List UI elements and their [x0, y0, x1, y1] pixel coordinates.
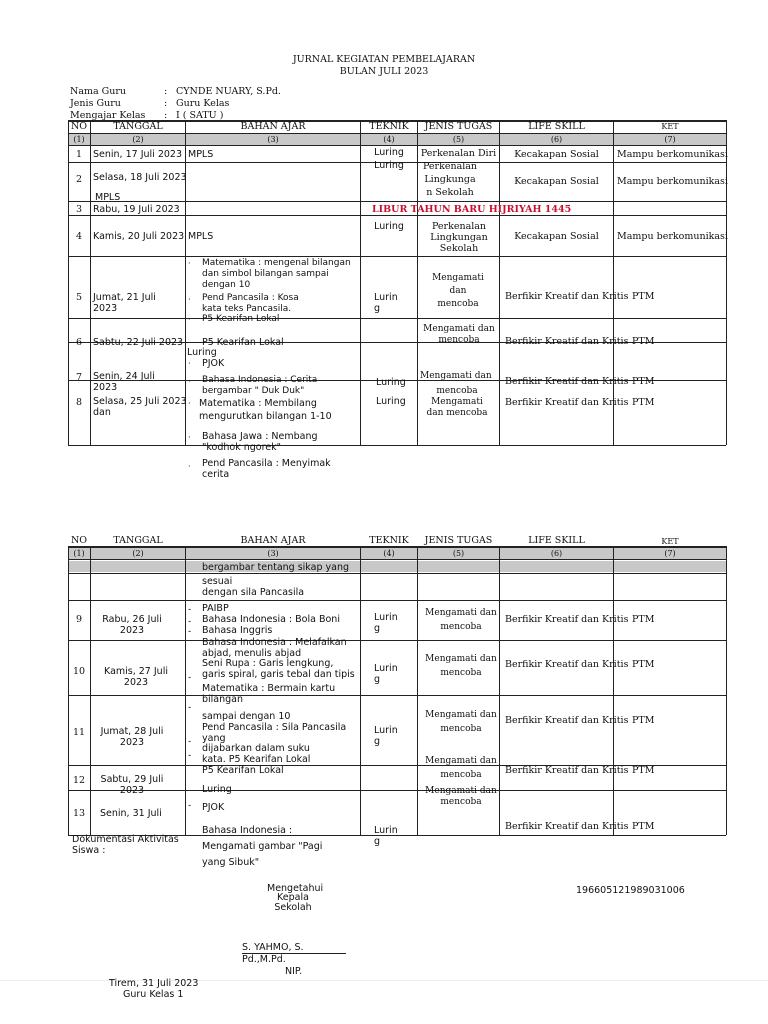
row-bahan-item: Matematika : Membilang mengurutkan bilangan 1-10 — [199, 398, 332, 422]
col-num: (2) — [132, 549, 144, 558]
col-header-life-skill: LIFE SKILL — [528, 535, 585, 546]
row-ket: PTM — [632, 397, 655, 408]
bullet-dot: · — [188, 377, 191, 386]
row-bahan-item: Mengamati gambar "Pagi — [202, 841, 323, 852]
row-date: Rabu, 19 Juli 2023 — [93, 204, 180, 215]
nip-number: 196605121989031006 — [576, 885, 685, 896]
col-header-no: NO — [70, 121, 88, 132]
headmaster-degree: Pd.,M.Pd. — [242, 954, 286, 965]
doc-title: JURNAL KEGIATAN PEMBELAJARAN — [292, 54, 476, 65]
row-no: 3 — [75, 204, 83, 215]
row-teknik: Lurin g — [374, 725, 398, 747]
row-ket: PTM — [632, 614, 655, 625]
row-tugas: Perkenalan Lingkunga n Sekolah — [422, 161, 478, 198]
row-no: 7 — [75, 372, 83, 383]
meta-label-jenis: Jenis Guru — [70, 98, 121, 109]
row-ket: Mampu berkomunikasi — [617, 176, 728, 187]
continued-row-bar — [68, 561, 726, 572]
row-tugas: Perkenalan Diri — [420, 148, 497, 159]
col-num: (3) — [267, 549, 279, 558]
row-bahan: MPLS — [188, 231, 214, 242]
col-num: (7) — [664, 135, 676, 144]
row-no: 2 — [75, 174, 83, 185]
col-num: (5) — [452, 549, 465, 558]
col-header-no: NO — [70, 535, 88, 546]
col-num: (4) — [383, 549, 395, 558]
col-num: (3) — [267, 135, 279, 144]
meta-value-nama: CYNDE NUARY, S.Pd. — [176, 86, 281, 97]
row-teknik: Luring — [374, 160, 404, 171]
holiday-note: LIBUR TAHUN BARU HIJRIYAH 1445 — [372, 204, 572, 215]
row-bahan-item: Luring — [202, 784, 232, 795]
col-header-tanggal: TANGGAL — [113, 121, 163, 132]
row-ket: Mampu berkomunikasi — [617, 149, 728, 160]
dokumentasi-label: Dokumentasi Aktivitas Siswa : — [72, 834, 179, 856]
row-date: Rabu, 26 Juli 2023 — [102, 614, 162, 636]
row-skill: Berfikir Kreatif dan Kritis — [505, 715, 629, 726]
col-num: (6) — [550, 135, 563, 144]
row-ket: PTM — [632, 659, 655, 670]
row-bahan-item: PJOK — [202, 358, 225, 369]
row-tugas: Mengamati dan — [420, 371, 492, 381]
bullet-dash: - — [188, 800, 192, 811]
bullet-dot: · — [188, 433, 191, 442]
row-bahan-item: Bahasa Indonesia : Cerita bergambar " Duk Duk" — [202, 375, 318, 396]
row-teknik: Luring — [374, 221, 404, 232]
row-bahan-item: Bahasa Inggris — [202, 625, 273, 636]
row-bahan-item: yang Sibuk" — [202, 857, 260, 868]
row-date: Kamis, 20 Juli 2023 — [93, 231, 185, 242]
row-date: Selasa, 18 Juli 2023 — [93, 172, 187, 183]
meta-sep: : — [164, 86, 168, 97]
col-num: (6) — [550, 549, 563, 558]
row-no: 1 — [75, 149, 83, 160]
bullet-dot: · — [188, 359, 191, 368]
bullet-dash: - — [188, 672, 192, 683]
row-skill: Berfikir Kreatif dan Kritis — [505, 376, 629, 387]
row-ket: PTM — [632, 765, 655, 776]
row-bahan-item: Bahasa Indonesia : Bola Boni — [202, 614, 340, 625]
row-skill: Berfikir Kreatif dan Kritis — [505, 336, 629, 347]
row-skill: Berfikir Kreatif dan Kritis — [505, 614, 629, 625]
col-num: (2) — [132, 135, 144, 144]
bullet-dot: · — [188, 295, 191, 304]
row-date: Kamis, 27 Juli 2023 — [104, 666, 168, 688]
row-bahan: MPLS — [188, 149, 214, 160]
row-teknik: Lurin g — [374, 825, 398, 847]
row-bahan-item: Matematika : mengenal bilangan dan simbol bilangan sampai dengan 10 — [202, 258, 351, 290]
row-tugas: Mengamati dan mencoba — [425, 608, 497, 632]
row-ket: Mampu berkomunikasi — [617, 231, 728, 242]
meta-value-kelas: I ( SATU ) — [176, 110, 224, 121]
bullet-dot: · — [188, 462, 191, 471]
kepala-sekolah-label: Kepala Sekolah — [274, 892, 312, 913]
row-no: 8 — [75, 397, 83, 408]
row-bahan-item: Matematika : Bermain kartu bilangan — [202, 683, 336, 705]
row-ket: PTM — [632, 821, 655, 832]
row-date: Jumat, 21 Juli 2023 — [93, 292, 156, 314]
row-bahan-item: Pend Pancasila : Menyimak cerita — [202, 458, 331, 480]
row-date: Jumat, 28 Juli 2023 — [100, 726, 164, 748]
meta-sep: : — [164, 110, 168, 121]
bullet-dash: - — [188, 750, 192, 761]
row-no: 6 — [75, 337, 83, 348]
row-no: 9 — [75, 614, 83, 625]
row-skill: Berfikir Kreatif dan Kritis — [505, 821, 629, 832]
row-bahan-item: Bahasa Indonesia : — [202, 825, 293, 836]
row-tugas: Perkenalan Lingkungan Sekolah — [430, 221, 488, 254]
row-teknik: Luring — [376, 396, 406, 407]
row-no: 12 — [72, 775, 86, 786]
nip-label: NIP. — [285, 966, 303, 977]
col-header-life-skill: LIFE SKILL — [528, 121, 585, 132]
col-num: (1) — [73, 135, 85, 144]
row-skill: Berfikir Kreatif dan Kritis — [505, 765, 629, 776]
row-tugas: Mengamati dan mencoba — [423, 324, 495, 345]
row-bahan-item: P5 Kearifan Lokal — [202, 765, 284, 776]
row-ket: PTM — [632, 291, 655, 302]
bullet-dash: - — [188, 736, 192, 747]
continued-bahan-line: sesuai — [202, 576, 233, 587]
row-tugas: Mengamati dan mencoba — [425, 786, 497, 807]
row-no: 4 — [75, 231, 83, 242]
continued-bahan-line: dengan sila Pancasila — [202, 587, 305, 598]
row-skill: Berfikir Kreatif dan Kritis — [505, 397, 629, 408]
row-date: Sabtu, 29 Juli 2023 — [100, 774, 164, 796]
col-header-ket: KET — [661, 122, 679, 131]
row-bahan-item: Pend Pancasila : Kosa kata teks Pancasila. — [202, 293, 299, 314]
col-header-jenis-tugas: JENIS TUGAS — [424, 535, 493, 546]
row-skill: Kecakapan Sosial — [514, 176, 599, 187]
row-skill: Berfikir Kreatif dan Kritis — [505, 659, 629, 670]
col-header-ket: KET — [661, 537, 679, 546]
row-tugas: Mengamati dan mencoba — [425, 710, 497, 734]
meta-label-kelas: Mengajar Kelas — [70, 110, 146, 121]
row-teknik: Lurin g — [374, 612, 398, 634]
row-bahan-item: Pend Pancasila : Sila Pancasila yang — [202, 722, 347, 744]
row-tugas: mencoba Mengamati dan mencoba — [426, 386, 488, 418]
col-header-teknik: TEKNIK — [369, 121, 409, 132]
row-tugas: Mengamati dan mencoba — [432, 273, 484, 309]
row-bahan: MPLS — [95, 192, 121, 203]
bullet-dot: · — [188, 399, 191, 408]
place-date: Tirem, 31 Juli 2023 — [109, 978, 199, 989]
row-bahan-item: PAIBP — [202, 603, 229, 614]
row-teknik: Luring — [374, 147, 404, 158]
col-header-jenis-tugas: JENIS TUGAS — [424, 121, 493, 132]
row-bahan-item: P5 Kearifan Lokal — [202, 314, 280, 324]
row-no: 10 — [72, 666, 86, 677]
row-bahan-item: Bahasa Indonesia : Melafalkan abjad, menulis abjad — [202, 637, 347, 659]
row-ket: PTM — [632, 336, 655, 347]
col-header-bahan: BAHAN AJAR — [240, 121, 306, 132]
col-num: (5) — [452, 135, 465, 144]
row-tugas: Mengamati dan mencoba — [425, 654, 497, 678]
row-date: Sabtu, 22 Juli 2023 — [93, 337, 184, 348]
row-no: 13 — [72, 808, 86, 819]
row-date: Selasa, 25 Juli 2023 dan — [93, 396, 187, 418]
bullet-dot: · — [188, 315, 191, 324]
col-header-tanggal: TANGGAL — [113, 535, 163, 546]
row-date: Senin, 17 Juli 2023 — [93, 149, 183, 160]
row-tugas: Mengamati dan mencoba — [425, 756, 497, 780]
row-bahan-item: Seni Rupa : Garis lengkung, garis spiral, garis tebal dan tipis — [202, 658, 355, 680]
row-bahan-item: dijabarkan dalam suku — [202, 743, 310, 754]
row-ket: PTM — [632, 376, 655, 387]
row-bahan-item: sampai dengan 10 — [202, 711, 291, 722]
guru-kelas-label: Guru Kelas 1 — [123, 989, 184, 1000]
row-date: Senin, 31 Juli — [100, 808, 162, 819]
bullet-dash: - — [188, 626, 192, 637]
row-teknik: Lurin g — [374, 663, 398, 685]
doc-subtitle: BULAN JULI 2023 — [339, 66, 429, 77]
bullet-dash: - — [188, 702, 192, 713]
meta-value-jenis: Guru Kelas — [176, 98, 230, 109]
headmaster-name: S. YAHMO, S. — [242, 942, 304, 953]
mengetahui-label: Mengetahui — [267, 883, 324, 894]
bullet-dash: - — [188, 616, 192, 627]
row-skill: Kecakapan Sosial — [514, 231, 599, 242]
row-no: 5 — [75, 292, 83, 303]
row-ket: PTM — [632, 715, 655, 726]
meta-label-nama: Nama Guru — [70, 86, 127, 97]
bullet-dash: - — [188, 604, 192, 615]
row-no: 11 — [72, 727, 86, 738]
row-skill: Kecakapan Sosial — [514, 149, 599, 160]
row-teknik: Luring — [376, 377, 406, 388]
col-num: (1) — [73, 549, 85, 558]
row-teknik: Lurin g — [374, 292, 398, 314]
row-bahan-item: Luring — [187, 347, 217, 358]
col-header-teknik: TEKNIK — [369, 535, 409, 546]
continued-bahan-line: bergambar tentang sikap yang — [202, 562, 349, 573]
col-num: (4) — [383, 135, 395, 144]
row-bahan-item: kata. P5 Kearifan Lokal — [202, 754, 311, 765]
row-bahan-item: P5 Kearifan Lokal — [202, 337, 284, 348]
meta-sep: : — [164, 98, 168, 109]
row-skill: Berfikir Kreatif dan Kritis — [505, 291, 629, 302]
bullet-dot: · — [188, 259, 191, 268]
col-num: (7) — [664, 549, 676, 558]
row-bahan-item: Bahasa Jawa : Nembang "kodhok ngorek" — [202, 431, 318, 453]
col-header-bahan: BAHAN AJAR — [240, 535, 306, 546]
row-date: Senin, 24 Juli 2023 — [93, 371, 155, 393]
row-bahan-item: PJOK — [202, 802, 225, 813]
